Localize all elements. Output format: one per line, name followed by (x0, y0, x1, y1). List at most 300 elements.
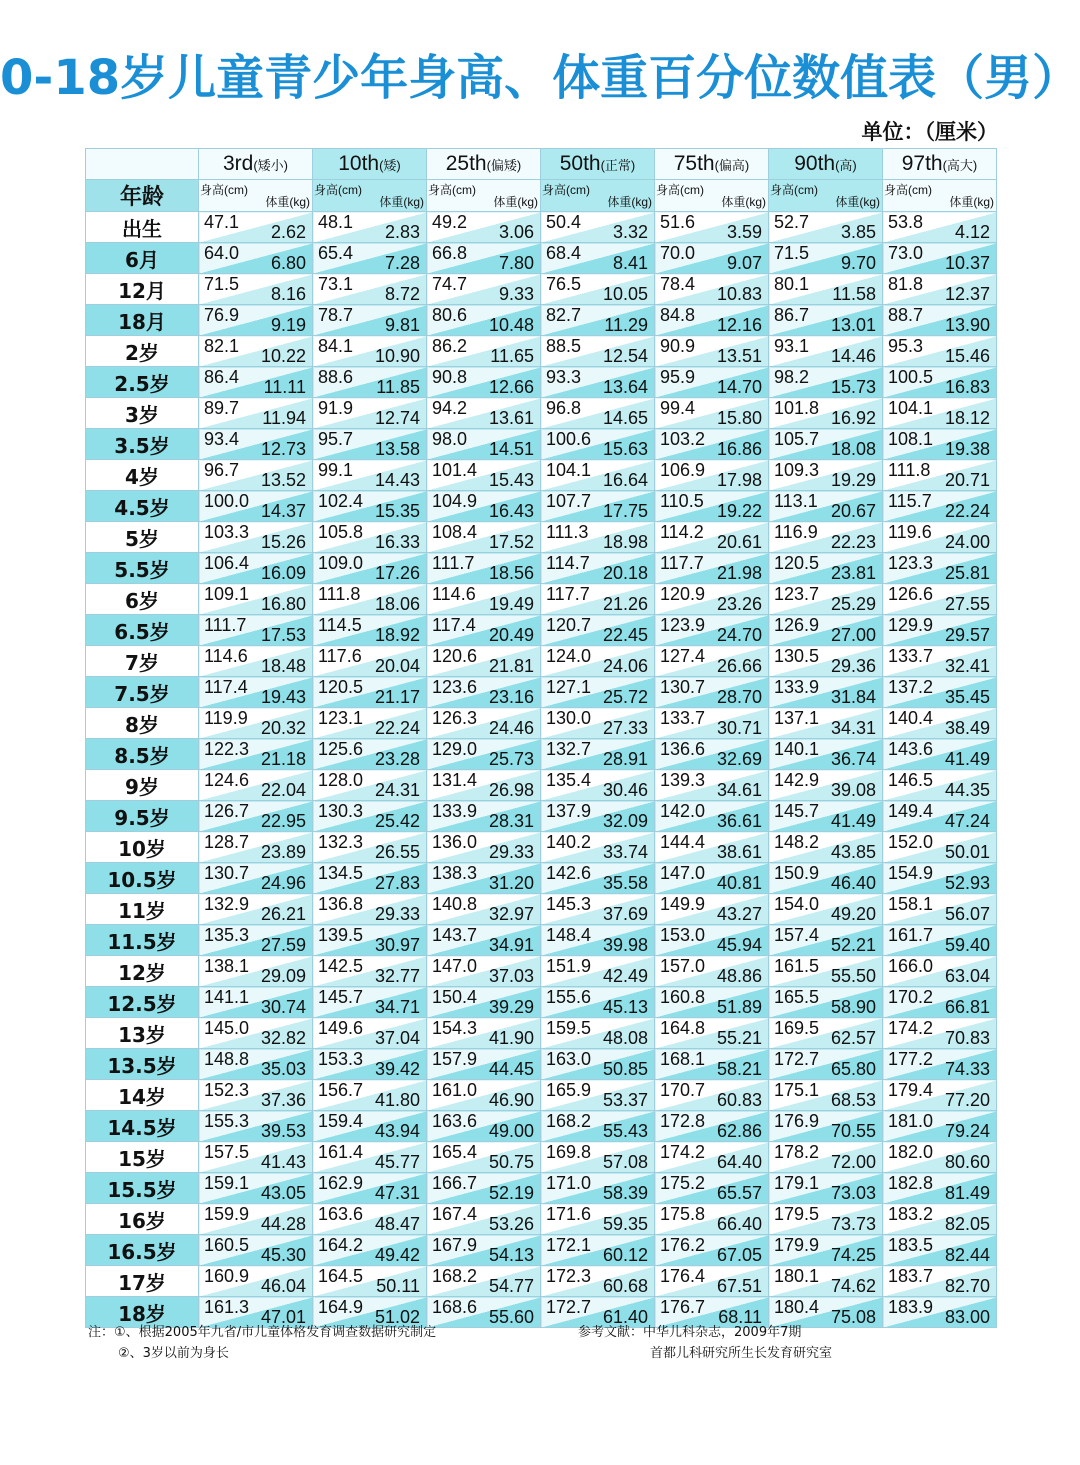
value-cell (769, 274, 883, 305)
height-value: 113.1 (774, 491, 818, 511)
value-cell (427, 1235, 541, 1266)
value-cell (427, 615, 541, 646)
table-row (86, 832, 997, 863)
height-value: 80.1 (774, 274, 810, 294)
age-cell: 13.5岁 (86, 1049, 199, 1080)
weight-value: 41.43 (260, 1152, 306, 1172)
height-value: 99.1 (318, 460, 354, 480)
weight-value: 51.89 (716, 997, 762, 1017)
value-cell (199, 1266, 313, 1297)
height-value: 139.3 (660, 770, 706, 790)
value-cell (541, 367, 655, 398)
weight-value: 66.81 (944, 997, 990, 1017)
height-value: 141.1 (204, 987, 250, 1007)
table-row (86, 1111, 997, 1142)
value-cell (427, 460, 541, 491)
age-cell: 9岁 (86, 770, 199, 801)
height-value: 82.1 (204, 336, 240, 356)
value-cell (655, 1266, 769, 1297)
height-value: 169.8 (546, 1142, 592, 1162)
weight-value: 73.03 (830, 1183, 876, 1203)
weight-value: 28.31 (488, 811, 534, 831)
age-cell: 16岁 (86, 1204, 199, 1235)
weight-value: 17.52 (488, 532, 534, 552)
weight-value: 43.27 (716, 904, 762, 924)
value-cell (427, 584, 541, 615)
age-cell: 18岁 (86, 1297, 199, 1328)
weight-value: 41.49 (944, 749, 990, 769)
height-value: 147.0 (432, 956, 478, 976)
weight-value: 39.42 (374, 1059, 420, 1079)
value-cell (199, 553, 313, 584)
weight-value: 27.00 (830, 625, 876, 645)
weight-value: 22.23 (830, 532, 876, 552)
height-value: 134.5 (318, 863, 364, 883)
weight-value: 16.80 (260, 594, 306, 614)
age-cell: 11岁 (86, 894, 199, 925)
height-label: 身高(cm) (200, 183, 248, 197)
height-value: 151.9 (546, 956, 592, 976)
value-cell (313, 894, 427, 925)
height-value: 137.2 (888, 677, 934, 697)
weight-value: 58.90 (830, 997, 876, 1017)
height-value: 49.2 (432, 212, 468, 232)
weight-value: 15.26 (260, 532, 306, 552)
value-cell (769, 615, 883, 646)
weight-value: 82.05 (944, 1214, 990, 1234)
weight-value: 10.90 (374, 346, 420, 366)
value-cell (769, 429, 883, 460)
height-value: 53.8 (888, 212, 924, 232)
value-cell (313, 460, 427, 491)
height-value: 180.4 (774, 1297, 820, 1317)
height-value: 114.6 (432, 584, 476, 604)
weight-value: 42.49 (602, 966, 648, 986)
weight-value: 12.66 (488, 377, 534, 397)
value-cell (199, 398, 313, 429)
weight-value: 18.06 (374, 594, 420, 614)
height-value: 153.3 (318, 1049, 364, 1069)
height-value: 116.9 (774, 522, 818, 542)
height-value: 181.0 (888, 1111, 934, 1131)
value-cell (313, 615, 427, 646)
height-value: 131.4 (432, 770, 478, 790)
weight-value: 35.58 (602, 873, 648, 893)
value-cell (313, 956, 427, 987)
table-row (86, 646, 997, 677)
weight-value: 28.91 (602, 749, 648, 769)
weight-value: 68.11 (718, 1307, 762, 1327)
weight-value: 22.95 (260, 811, 306, 831)
height-value: 73.0 (888, 243, 924, 263)
value-cell (769, 1111, 883, 1142)
height-value: 160.8 (660, 987, 706, 1007)
value-cell (655, 522, 769, 553)
value-cell (313, 677, 427, 708)
subheader-cell (541, 180, 655, 212)
height-value: 111.8 (318, 584, 361, 604)
value-cell (541, 212, 655, 243)
height-value: 108.4 (432, 522, 478, 542)
age-cell: 3.5岁 (86, 429, 199, 460)
value-cell (655, 367, 769, 398)
height-value: 71.5 (774, 243, 810, 263)
height-value: 104.1 (888, 398, 934, 418)
value-cell (541, 1204, 655, 1235)
height-value: 132.3 (318, 832, 364, 852)
weight-value: 25.72 (602, 687, 648, 707)
table-row (86, 770, 997, 801)
height-value: 145.3 (546, 894, 592, 914)
height-value: 179.9 (774, 1235, 820, 1255)
table-row (86, 1266, 997, 1297)
age-cell: 7岁 (86, 646, 199, 677)
weight-value: 10.48 (488, 315, 534, 335)
weight-value: 48.47 (374, 1214, 420, 1234)
height-value: 148.4 (546, 925, 592, 945)
height-value: 119.6 (888, 522, 932, 542)
value-cell (655, 305, 769, 336)
height-value: 172.1 (546, 1235, 592, 1255)
height-value: 178.2 (774, 1142, 820, 1162)
subheader-cell (313, 180, 427, 212)
value-cell (427, 429, 541, 460)
value-cell (313, 863, 427, 894)
value-cell (199, 491, 313, 522)
value-cell (655, 1049, 769, 1080)
weight-value: 21.81 (488, 656, 534, 676)
value-cell (313, 491, 427, 522)
weight-value: 17.98 (716, 470, 762, 490)
height-value: 166.7 (432, 1173, 478, 1193)
weight-value: 13.52 (260, 470, 306, 490)
weight-value: 14.46 (830, 346, 876, 366)
height-value: 140.8 (432, 894, 478, 914)
weight-value: 26.55 (374, 842, 420, 862)
value-cell (313, 925, 427, 956)
weight-label: 体重(kg) (949, 195, 994, 209)
height-value: 132.9 (204, 894, 250, 914)
percentile-label: 3rd (222, 152, 254, 175)
age-cell: 6.5岁 (86, 615, 199, 646)
notes (88, 1322, 436, 1364)
percentile-label: 10th (338, 152, 380, 175)
height-value: 180.1 (774, 1266, 820, 1286)
table-row (86, 863, 997, 894)
value-cell (655, 584, 769, 615)
percentile-note: (矮) (379, 158, 401, 173)
height-value: 129.9 (888, 615, 934, 635)
weight-value: 50.11 (376, 1276, 420, 1296)
height-value: 161.4 (318, 1142, 364, 1162)
value-cell (655, 739, 769, 770)
height-value: 158.1 (888, 894, 934, 914)
weight-value: 13.51 (716, 346, 762, 366)
weight-value: 14.65 (602, 408, 648, 428)
value-cell (655, 460, 769, 491)
weight-value: 19.22 (716, 501, 762, 521)
height-value: 160.9 (204, 1266, 250, 1286)
height-value: 93.4 (204, 429, 240, 449)
height-value: 98.2 (774, 367, 810, 387)
height-value: 183.2 (888, 1204, 934, 1224)
height-value: 159.9 (204, 1204, 250, 1224)
weight-value: 20.32 (260, 718, 306, 738)
value-cell (313, 1080, 427, 1111)
height-value: 177.2 (888, 1049, 934, 1069)
value-cell (541, 398, 655, 429)
height-value: 145.7 (318, 987, 364, 1007)
value-cell (655, 863, 769, 894)
height-value: 130.7 (204, 863, 250, 883)
table-row (86, 987, 997, 1018)
value-cell (199, 243, 313, 274)
value-cell (427, 770, 541, 801)
weight-value: 32.77 (374, 966, 420, 986)
value-cell (655, 212, 769, 243)
weight-value: 32.97 (488, 904, 534, 924)
age-cell: 11.5岁 (86, 925, 199, 956)
height-value: 48.1 (318, 212, 354, 232)
percentile-note: (偏高) (714, 158, 750, 173)
height-value: 140.1 (774, 739, 820, 759)
height-value: 170.7 (660, 1080, 706, 1100)
percentile-label: 97th (901, 152, 943, 175)
value-cell (427, 987, 541, 1018)
height-value: 165.4 (432, 1142, 478, 1162)
table-row (86, 553, 997, 584)
height-value: 94.2 (432, 398, 468, 418)
weight-value: 65.57 (716, 1183, 762, 1203)
weight-value: 27.55 (944, 594, 990, 614)
age-cell: 5.5岁 (86, 553, 199, 584)
weight-label: 体重(kg) (265, 195, 310, 209)
height-value: 96.7 (204, 460, 240, 480)
height-value: 123.7 (774, 584, 820, 604)
value-cell (769, 398, 883, 429)
value-cell (769, 863, 883, 894)
value-cell (427, 1173, 541, 1204)
value-cell (313, 553, 427, 584)
value-cell (655, 770, 769, 801)
weight-value: 70.83 (944, 1028, 990, 1048)
height-value: 137.9 (546, 801, 592, 821)
value-cell (427, 212, 541, 243)
height-value: 104.9 (432, 491, 478, 511)
value-cell (769, 1266, 883, 1297)
weight-value: 16.64 (602, 470, 648, 490)
height-value: 175.1 (774, 1080, 820, 1100)
height-value: 95.9 (660, 367, 696, 387)
height-value: 130.0 (546, 708, 592, 728)
height-label: 身高(cm) (770, 183, 818, 197)
value-cell (199, 1173, 313, 1204)
weight-value: 16.43 (488, 501, 534, 521)
weight-value: 7.80 (498, 253, 534, 273)
weight-value: 14.43 (374, 470, 420, 490)
height-value: 168.6 (432, 1297, 478, 1317)
weight-value: 26.66 (716, 656, 762, 676)
weight-value: 16.92 (830, 408, 876, 428)
height-value: 165.5 (774, 987, 820, 1007)
height-value: 124.6 (204, 770, 250, 790)
table-row (86, 367, 997, 398)
value-cell (883, 770, 997, 801)
weight-value: 12.74 (374, 408, 420, 428)
weight-value: 22.24 (374, 718, 420, 738)
height-value: 52.7 (774, 212, 810, 232)
weight-value: 77.20 (944, 1090, 990, 1110)
height-value: 136.0 (432, 832, 478, 852)
value-cell (655, 429, 769, 460)
height-value: 149.4 (888, 801, 934, 821)
value-cell (769, 1235, 883, 1266)
value-cell (541, 801, 655, 832)
weight-value: 34.31 (830, 718, 876, 738)
weight-value: 23.16 (488, 687, 534, 707)
value-cell (199, 832, 313, 863)
percentile-header (655, 149, 769, 180)
height-value: 172.7 (774, 1049, 820, 1069)
weight-value: 24.46 (488, 718, 534, 738)
weight-value: 15.35 (374, 501, 420, 521)
table-row (86, 925, 997, 956)
percentile-note: (正常) (600, 158, 636, 173)
height-value: 101.8 (774, 398, 820, 418)
height-value: 130.3 (318, 801, 364, 821)
value-cell (427, 646, 541, 677)
value-cell (655, 677, 769, 708)
height-value: 157.0 (660, 956, 706, 976)
value-cell (541, 1111, 655, 1142)
weight-value: 68.53 (830, 1090, 876, 1110)
value-cell (883, 243, 997, 274)
value-cell (655, 1111, 769, 1142)
weight-value: 48.86 (716, 966, 762, 986)
height-value: 128.0 (318, 770, 364, 790)
value-cell (313, 274, 427, 305)
height-value: 149.9 (660, 894, 706, 914)
height-value: 169.5 (774, 1018, 820, 1038)
value-cell (655, 243, 769, 274)
value-cell (655, 987, 769, 1018)
height-value: 86.2 (432, 336, 468, 356)
height-value: 66.8 (432, 243, 468, 263)
value-cell (883, 305, 997, 336)
height-value: 90.8 (432, 367, 468, 387)
height-value: 109.0 (318, 553, 364, 573)
weight-value: 9.19 (270, 315, 306, 335)
value-cell (541, 894, 655, 925)
weight-value: 80.60 (944, 1152, 990, 1172)
weight-value: 12.37 (944, 284, 990, 304)
weight-value: 37.69 (602, 904, 648, 924)
height-value: 128.7 (204, 832, 250, 852)
weight-value: 60.83 (716, 1090, 762, 1110)
weight-value: 18.92 (374, 625, 420, 645)
height-value: 88.5 (546, 336, 582, 356)
height-value: 89.7 (204, 398, 240, 418)
table-row (86, 1080, 997, 1111)
height-value: 149.6 (318, 1018, 364, 1038)
height-value: 171.6 (546, 1204, 592, 1224)
value-cell (655, 832, 769, 863)
value-cell (655, 398, 769, 429)
height-value: 182.0 (888, 1142, 934, 1162)
weight-value: 14.37 (260, 501, 306, 521)
height-value: 108.1 (888, 429, 934, 449)
height-value: 163.6 (432, 1111, 478, 1131)
table-row (86, 429, 997, 460)
value-cell (541, 677, 655, 708)
value-cell (655, 956, 769, 987)
height-value: 161.3 (204, 1297, 250, 1317)
weight-value: 67.51 (716, 1276, 762, 1296)
height-value: 172.8 (660, 1111, 706, 1131)
weight-value: 73.73 (830, 1214, 876, 1234)
height-value: 163.6 (318, 1204, 364, 1224)
height-value: 136.8 (318, 894, 364, 914)
value-cell (541, 274, 655, 305)
height-value: 183.9 (888, 1297, 934, 1317)
weight-value: 24.00 (944, 532, 990, 552)
height-value: 164.8 (660, 1018, 706, 1038)
percentile-header (769, 149, 883, 180)
height-value: 143.7 (432, 925, 478, 945)
height-value: 126.9 (774, 615, 820, 635)
note-line-2: ②、3岁以前为身长 (118, 1346, 229, 1361)
height-value: 78.4 (660, 274, 696, 294)
weight-value: 57.08 (602, 1152, 648, 1172)
weight-value: 13.01 (830, 315, 876, 335)
weight-value: 75.08 (830, 1307, 876, 1327)
height-value: 138.3 (432, 863, 478, 883)
weight-value: 39.08 (830, 780, 876, 800)
weight-value: 15.63 (602, 439, 648, 459)
value-cell (427, 894, 541, 925)
weight-value: 18.12 (944, 408, 990, 428)
age-cell: 12岁 (86, 956, 199, 987)
weight-value: 10.22 (260, 346, 306, 366)
height-value: 50.4 (546, 212, 582, 232)
height-label: 身高(cm) (656, 183, 704, 197)
height-value: 101.4 (432, 460, 478, 480)
age-cell: 3岁 (86, 398, 199, 429)
weight-value: 55.50 (830, 966, 876, 986)
weight-value: 11.29 (604, 315, 648, 335)
weight-value: 26.98 (488, 780, 534, 800)
percentile-header (541, 149, 655, 180)
weight-value: 83.00 (944, 1307, 990, 1327)
weight-value: 18.08 (830, 439, 876, 459)
value-cell (427, 1204, 541, 1235)
table-row (86, 1173, 997, 1204)
table-row (86, 708, 997, 739)
value-cell (199, 894, 313, 925)
weight-value: 15.73 (830, 377, 876, 397)
value-cell (769, 1049, 883, 1080)
height-value: 95.3 (888, 336, 924, 356)
value-cell (883, 553, 997, 584)
weight-value: 30.71 (716, 718, 762, 738)
weight-value: 20.18 (602, 563, 648, 583)
height-value: 175.8 (660, 1204, 706, 1224)
height-value: 176.2 (660, 1235, 706, 1255)
value-cell (199, 367, 313, 398)
weight-value: 38.49 (944, 718, 990, 738)
height-label: 身高(cm) (314, 183, 362, 197)
weight-value: 10.05 (602, 284, 648, 304)
